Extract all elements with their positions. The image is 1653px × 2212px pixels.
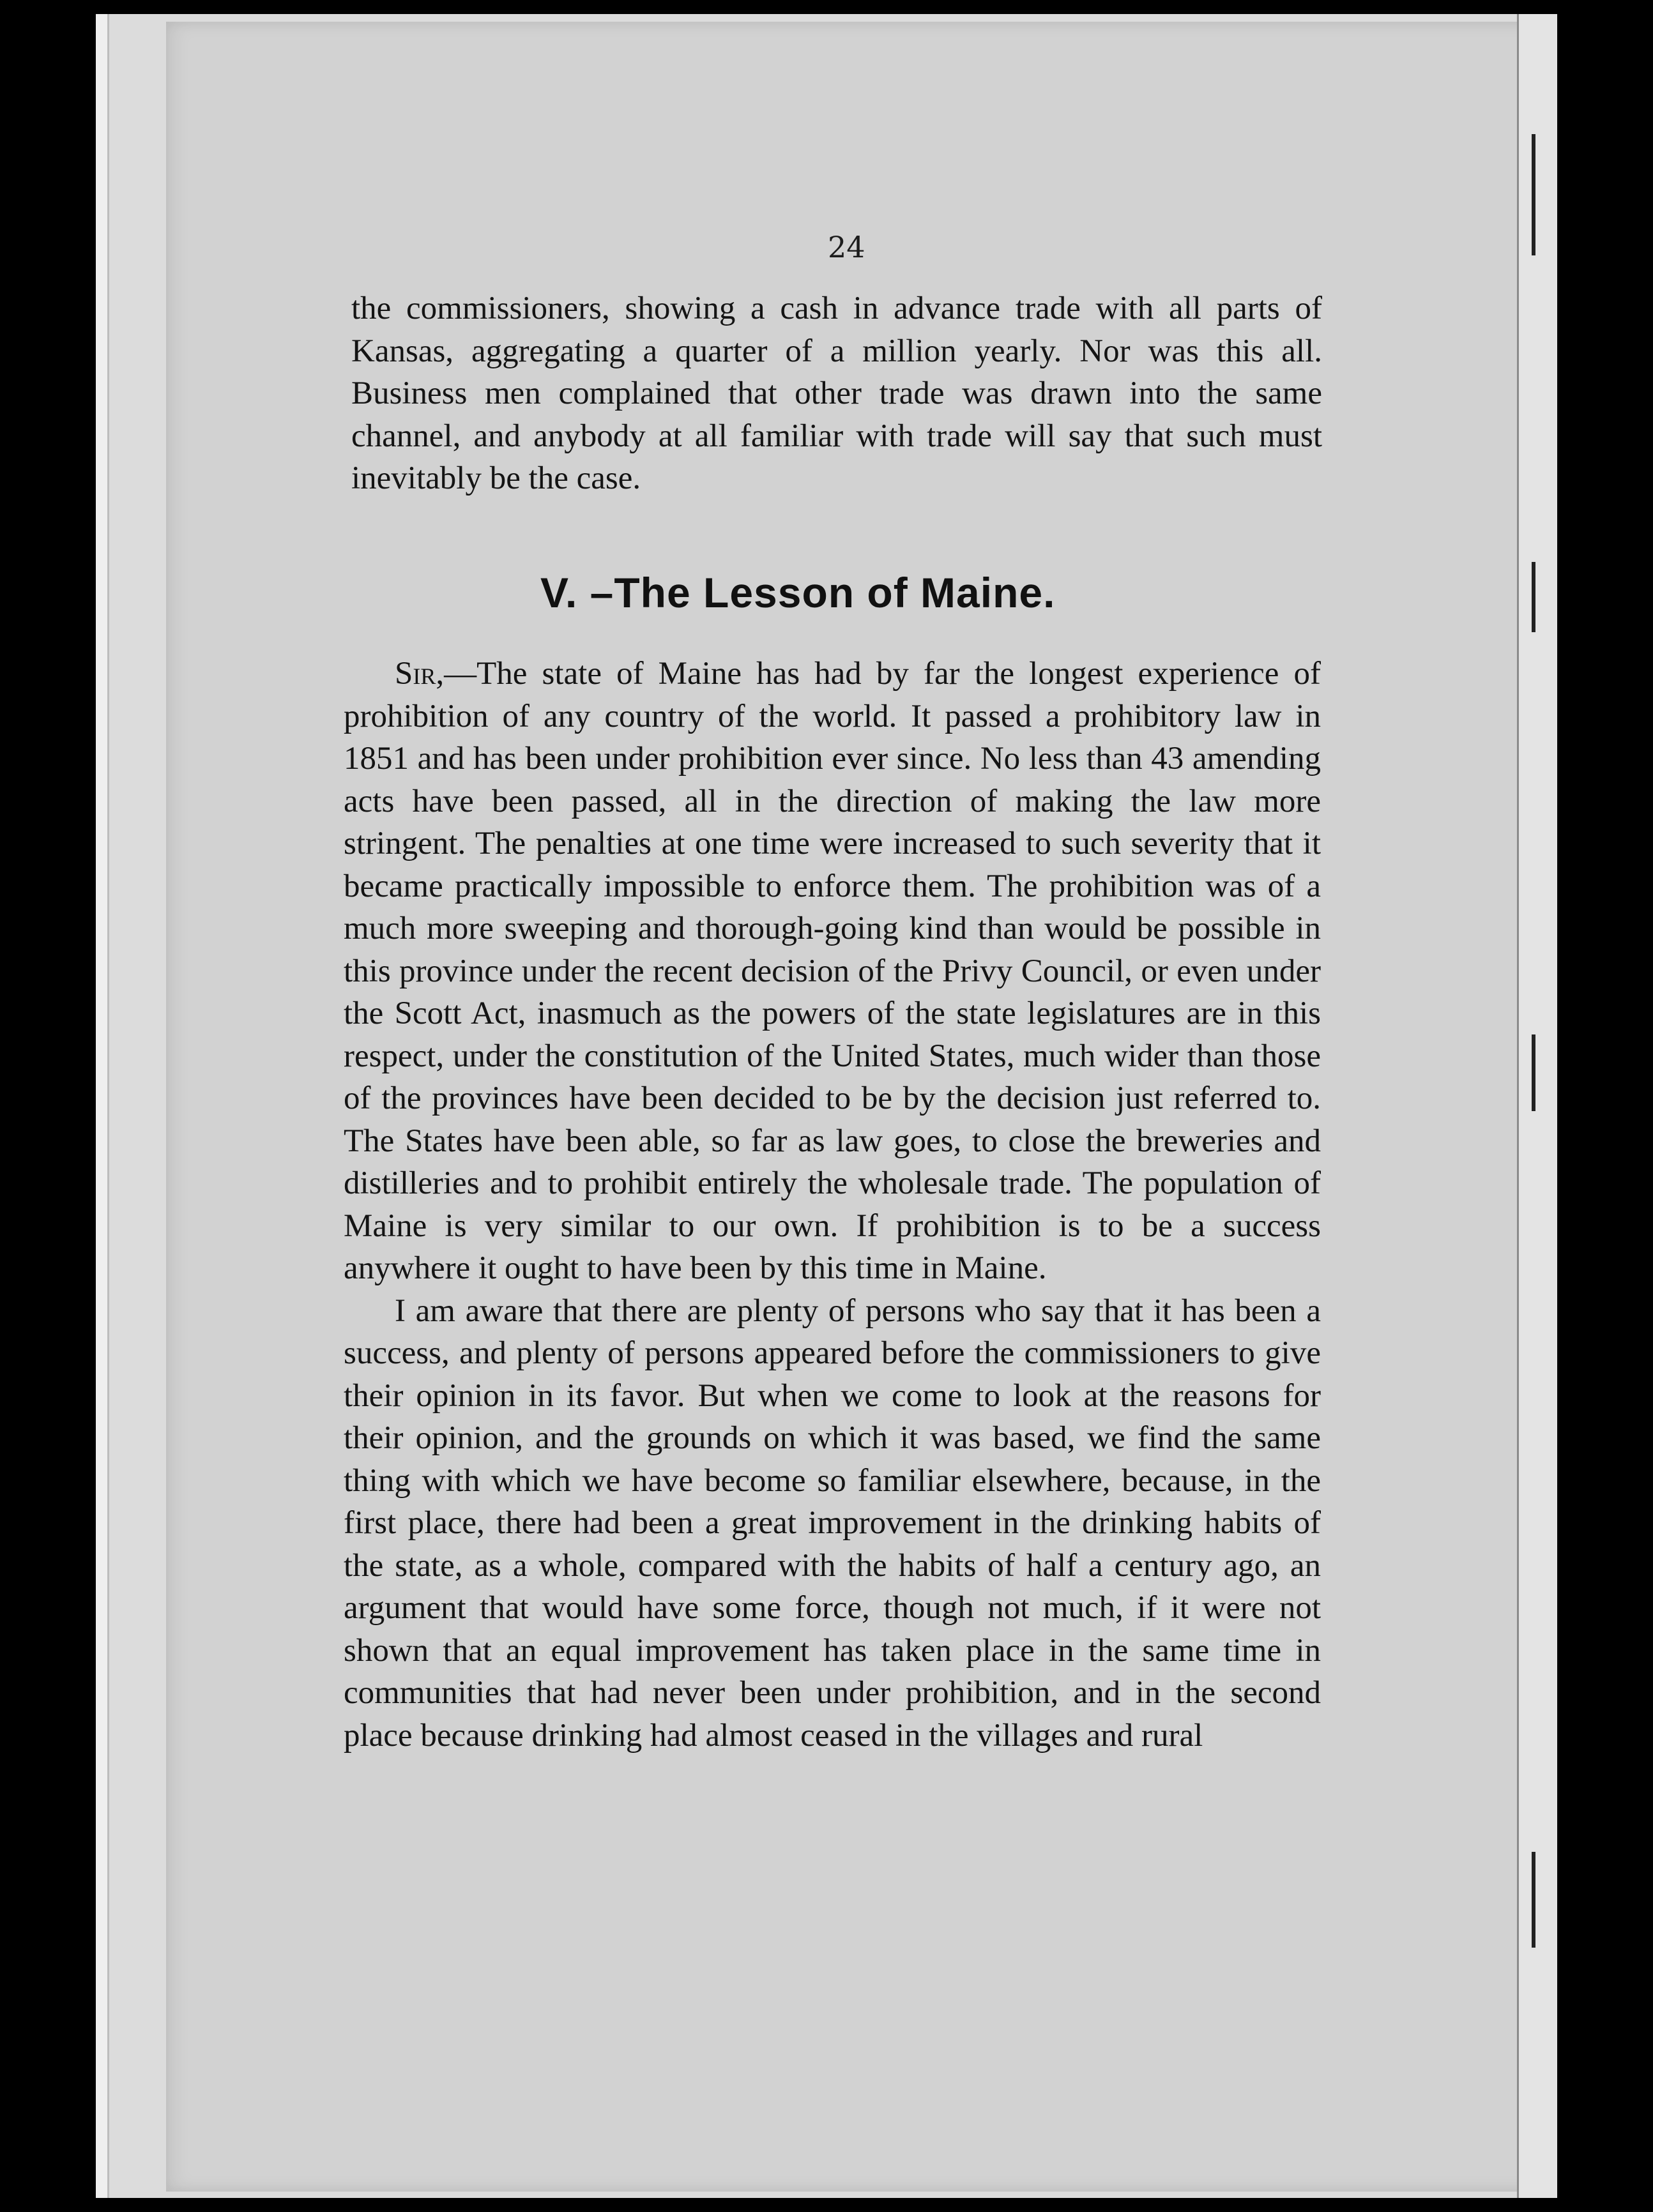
next-page-edge: [1517, 14, 1557, 2198]
margin-rule-mark: [1532, 1034, 1535, 1111]
page-binding-edge: [96, 14, 109, 2198]
salutation: Sir,: [395, 656, 445, 692]
paragraph-1: [344, 653, 1321, 1290]
intro-paragraph-text: the commissioners, showing a cash in advance trade with all parts of Kansas, aggregating a quarter of a million yearly. Nor was this all. Business men complained that other trade was drawn into the same channel, and anybody at all familiar with trade will say that such must inevitably be the case.: [351, 291, 1322, 496]
paragraph-1-text: —The state of Maine has had by far the longest experience of prohibition of any country of the world. It passed a prohibitory law in 1851 and has been under prohibition ever since. No less than 43 amending acts have been passed, all in the direction of making the law more stringent. The penalties at one time were increased to such severity that it became practically impossible to enforce them. The prohibition was of a much more sweeping and thorough-going kind than would be possible in this province under the recent decision of the Privy Council, or even under the Scott Act, inasmuch as the powers of the state legislatures are in this respect, under the constitution of the United States, much wider than those of the provinces have been decided to be by the decision just referred to. The States have been able, so far as law goes, to close the breweries and distilleries and to prohibit entirely the wholesale trade. The population of Maine is very similar to our own. If prohibition is to be a success anywhere it ought to have been by this time in Maine.: [344, 656, 1321, 1286]
paragraph-2: I am aware that there are plenty of persons who say that it has been a success, and plenty of persons appeared before the commissioners to give their opinion in its favor. But when we come to look at the reasons for their opinion, and the grounds on which it was based, we find the same thing with which we have become so familiar elsewhere, because, in the first place, there had been a great improvement in the drinking habits of the state, as a whole, compared with the habits of half a century ago, an argument that would have some force, though not much, if it were not shown that an equal improvement has taken place in the same time in communities that had never been under prohibition, and in the second place because drinking had almost ceased in the villages and rural: [344, 1292, 1321, 1754]
margin-rule-mark: [1532, 562, 1535, 632]
margin-rule-mark: [1532, 1852, 1535, 1948]
page-number: 24: [828, 230, 865, 264]
margin-rule-mark: [1532, 134, 1535, 255]
main-body: [344, 653, 1321, 1757]
intro-paragraph: [351, 287, 1322, 500]
section-heading: V. –The Lesson of Maine.: [540, 569, 1056, 616]
